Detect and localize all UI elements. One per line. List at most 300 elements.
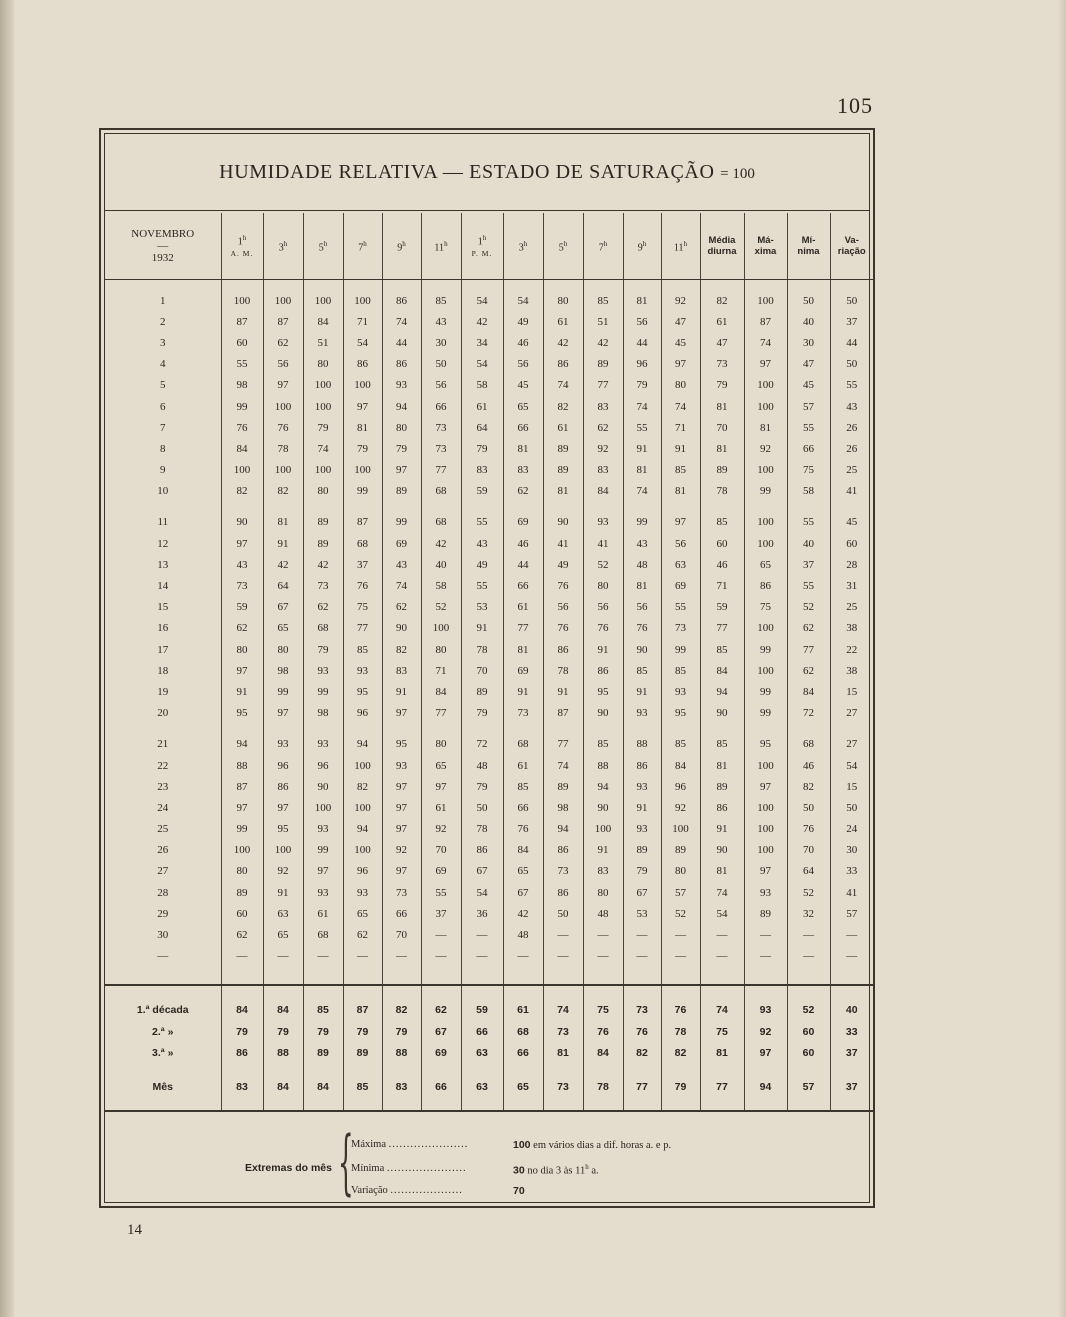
value-cell: 91 — [623, 438, 661, 459]
page-number: 105 — [837, 93, 873, 118]
spacer-cell — [830, 1064, 873, 1076]
spacer-cell — [503, 966, 543, 985]
row-label: 19 — [157, 685, 169, 698]
row-label: 3 — [160, 336, 166, 349]
value-cell: 92 — [583, 438, 623, 459]
hour-mark: h — [683, 239, 688, 248]
value-cell: 47 — [661, 311, 700, 332]
value-cell: 66 — [461, 1021, 503, 1043]
value-cell: 84 — [700, 660, 744, 681]
hour-label — [662, 239, 700, 253]
spacer-cell — [221, 1098, 263, 1111]
value-cell: 63 — [661, 554, 700, 575]
value-cell: 76 — [623, 618, 661, 639]
value-cell: 85 — [303, 1000, 343, 1022]
spacer-cell — [382, 966, 421, 985]
spacer-cell — [700, 280, 744, 291]
value-cell: 40 — [830, 1000, 873, 1022]
value-cell: 59 — [461, 481, 503, 502]
value-cell: 73 — [303, 575, 343, 596]
value-cell: — — [700, 946, 744, 966]
max-value-line — [513, 1139, 671, 1151]
value-cell: 56 — [661, 533, 700, 554]
decade-mean-row — [105, 1000, 873, 1022]
value-cell: 68 — [421, 512, 461, 533]
value-cell: 80 — [303, 481, 343, 502]
value-cell: 99 — [744, 703, 787, 724]
min-label: Mínima — [351, 1163, 385, 1174]
value-cell: 100 — [744, 533, 787, 554]
spacer-cell — [221, 724, 263, 734]
value-cell: 91 — [623, 681, 661, 702]
spacer-row — [105, 280, 873, 291]
value-cell: — — [343, 946, 382, 966]
value-cell: 54 — [503, 290, 543, 311]
value-cell: 25 — [830, 597, 873, 618]
value-cell: 78 — [263, 438, 303, 459]
spacer-cell — [787, 280, 830, 291]
value-cell: 57 — [787, 1076, 830, 1098]
value-cell: 86 — [543, 354, 583, 375]
value-cell: 49 — [461, 554, 503, 575]
value-cell: 42 — [461, 311, 503, 332]
value-cell: 96 — [343, 703, 382, 724]
value-cell: 90 — [221, 512, 263, 533]
hour-label — [264, 239, 303, 253]
value-cell: 52 — [661, 903, 700, 924]
value-cell: 46 — [787, 755, 830, 776]
hour-number: 9 — [637, 242, 643, 254]
row-label: 2.ª » — [152, 1025, 174, 1038]
value-cell: 89 — [543, 776, 583, 797]
spacer-cell — [303, 280, 343, 291]
value-cell: 53 — [623, 903, 661, 924]
spacer-cell — [303, 1064, 343, 1076]
value-cell: 93 — [623, 776, 661, 797]
value-cell: 56 — [263, 354, 303, 375]
value-cell: 45 — [830, 512, 873, 533]
value-cell: 93 — [303, 819, 343, 840]
hour-number: 1 — [237, 236, 243, 248]
value-cell: 84 — [221, 438, 263, 459]
value-cell: 82 — [382, 1000, 421, 1022]
value-cell: 27 — [830, 703, 873, 724]
value-cell: 87 — [221, 311, 263, 332]
hour-label — [544, 239, 583, 253]
spacer-cell — [830, 280, 873, 291]
value-cell: 91 — [583, 639, 623, 660]
spacer-cell — [503, 280, 543, 291]
value-cell: 62 — [787, 660, 830, 681]
spacer-cell — [303, 966, 343, 985]
hour-number: 7 — [598, 242, 604, 254]
value-cell: 92 — [421, 819, 461, 840]
value-cell: 97 — [221, 660, 263, 681]
value-cell: 91 — [661, 438, 700, 459]
value-cell: 76 — [583, 618, 623, 639]
row-label: 12 — [157, 537, 169, 550]
hour-mark: h — [283, 239, 288, 248]
value-cell: 65 — [263, 618, 303, 639]
value-cell: 75 — [700, 1021, 744, 1043]
value-cell: 100 — [744, 460, 787, 481]
spacer-cell — [744, 966, 787, 985]
value-cell: 50 — [787, 797, 830, 818]
extremes-title: Extremas do mês — [245, 1162, 332, 1174]
value-cell: 30 — [421, 332, 461, 353]
value-cell: 54 — [343, 332, 382, 353]
hour-label — [624, 239, 661, 253]
value-cell: 56 — [421, 375, 461, 396]
value-cell: 88 — [583, 755, 623, 776]
value-cell: 52 — [787, 1000, 830, 1022]
value-cell: 81 — [700, 755, 744, 776]
spacer-cell — [221, 1064, 263, 1076]
value-cell: 86 — [700, 797, 744, 818]
value-cell: 74 — [623, 396, 661, 417]
day-row — [105, 755, 873, 776]
day-row — [105, 311, 873, 332]
row-label: 17 — [157, 643, 169, 656]
value-cell: 89 — [303, 512, 343, 533]
spacer-cell — [744, 1064, 787, 1076]
value-cell: 85 — [700, 639, 744, 660]
value-cell: 80 — [221, 639, 263, 660]
value-cell: 48 — [503, 924, 543, 945]
month-header — [105, 213, 221, 280]
row-label: 3.ª » — [152, 1047, 174, 1060]
value-cell: 82 — [787, 776, 830, 797]
hour-number: 5 — [318, 242, 324, 254]
value-cell: 99 — [744, 481, 787, 502]
period-label: P. M. — [471, 248, 493, 258]
value-cell: 99 — [303, 840, 343, 861]
extreme-var-row — [351, 1185, 463, 1196]
value-cell: 22 — [830, 639, 873, 660]
value-cell: 59 — [461, 1000, 503, 1022]
value-cell: 97 — [744, 776, 787, 797]
spacer-cell — [105, 966, 221, 985]
value-cell: 80 — [661, 375, 700, 396]
value-cell: 78 — [700, 481, 744, 502]
value-cell: 99 — [303, 681, 343, 702]
day-row — [105, 396, 873, 417]
value-cell: 100 — [744, 819, 787, 840]
hour-label — [222, 233, 263, 247]
spacer-cell — [382, 1064, 421, 1076]
value-cell: 59 — [221, 597, 263, 618]
value-cell: 62 — [583, 417, 623, 438]
spacer-cell — [421, 724, 461, 734]
max-text: em vários dias a dif. horas a. e p. — [533, 1140, 672, 1151]
value-cell: 74 — [303, 438, 343, 459]
value-cell: 50 — [421, 354, 461, 375]
value-cell: 47 — [700, 332, 744, 353]
min-header-text: nima — [797, 246, 820, 257]
spacer-cell — [543, 1064, 583, 1076]
value-cell: 89 — [543, 438, 583, 459]
value-cell: 94 — [700, 681, 744, 702]
title-equals: = 100 — [720, 166, 755, 182]
spacer-cell — [744, 724, 787, 734]
value-cell: 70 — [787, 840, 830, 861]
hour-header — [661, 213, 700, 280]
value-cell: 15 — [830, 681, 873, 702]
value-cell: 42 — [503, 903, 543, 924]
spacer-cell — [461, 985, 503, 1000]
spacer-cell — [787, 1098, 830, 1111]
spacer-cell — [661, 502, 700, 512]
hour-number: 11 — [673, 242, 684, 254]
value-cell: 60 — [787, 1043, 830, 1065]
spacer-cell — [700, 502, 744, 512]
min-hour-mark: h — [585, 1163, 589, 1171]
value-cell: 61 — [503, 1000, 543, 1022]
value-cell: 52 — [421, 597, 461, 618]
value-cell: 30 — [830, 840, 873, 861]
value-cell: 45 — [661, 332, 700, 353]
value-cell: 100 — [303, 460, 343, 481]
value-cell: 79 — [461, 776, 503, 797]
value-cell: 67 — [461, 861, 503, 882]
hour-header — [503, 213, 543, 280]
value-cell: 69 — [421, 1043, 461, 1065]
spacer-cell — [382, 724, 421, 734]
value-cell: 94 — [543, 819, 583, 840]
value-cell: 81 — [661, 481, 700, 502]
min-tail: a. — [588, 1165, 599, 1177]
value-cell: 89 — [700, 460, 744, 481]
value-cell: 68 — [343, 533, 382, 554]
value-cell: 55 — [830, 375, 873, 396]
value-cell: 47 — [787, 354, 830, 375]
hour-number: 5 — [558, 242, 564, 254]
value-cell: 90 — [583, 703, 623, 724]
value-cell: 79 — [263, 1021, 303, 1043]
spacer-cell — [700, 985, 744, 1000]
min-header-text: Mí- — [801, 235, 816, 246]
value-cell: 74 — [382, 311, 421, 332]
hour-number: 3 — [518, 242, 524, 254]
value-cell: 85 — [583, 734, 623, 755]
spacer-cell — [583, 1098, 623, 1111]
value-cell: 68 — [303, 618, 343, 639]
value-cell: 70 — [382, 924, 421, 945]
value-cell: — — [583, 946, 623, 966]
value-cell: 37 — [787, 554, 830, 575]
value-cell: 65 — [263, 924, 303, 945]
spacer-cell — [461, 966, 503, 985]
value-cell: 91 — [503, 681, 543, 702]
value-cell: 89 — [543, 460, 583, 481]
spacer-cell — [343, 985, 382, 1000]
spacer-cell — [382, 280, 421, 291]
row-label: 8 — [160, 442, 166, 455]
spacer-cell — [830, 724, 873, 734]
value-cell: 88 — [382, 1043, 421, 1065]
value-cell: 56 — [503, 354, 543, 375]
value-cell: 55 — [787, 575, 830, 596]
spacer-cell — [543, 985, 583, 1000]
value-cell: 97 — [382, 819, 421, 840]
day-row — [105, 438, 873, 459]
spacer-cell — [221, 502, 263, 512]
value-cell: 85 — [661, 660, 700, 681]
value-cell: 79 — [700, 375, 744, 396]
row-label: 9 — [160, 464, 166, 477]
value-cell: 69 — [503, 660, 543, 681]
value-cell: 100 — [421, 618, 461, 639]
spacer-cell — [421, 966, 461, 985]
value-cell: 69 — [661, 575, 700, 596]
value-cell: 84 — [503, 840, 543, 861]
value-cell: 41 — [583, 533, 623, 554]
hour-mark: h — [323, 239, 328, 248]
hour-header — [343, 213, 382, 280]
spacer-cell — [623, 985, 661, 1000]
value-cell: 84 — [221, 1000, 263, 1022]
spacer-cell — [503, 985, 543, 1000]
day-row — [105, 460, 873, 481]
value-cell: 67 — [263, 597, 303, 618]
spacer-cell — [787, 1064, 830, 1076]
value-cell: 97 — [744, 1043, 787, 1065]
value-cell: 98 — [543, 797, 583, 818]
value-cell: 78 — [583, 1076, 623, 1098]
value-cell: 91 — [461, 618, 503, 639]
spacer-cell — [105, 502, 221, 512]
value-cell: 97 — [263, 703, 303, 724]
spacer-cell — [421, 280, 461, 291]
value-cell: 79 — [382, 1021, 421, 1043]
value-cell: 91 — [583, 840, 623, 861]
value-cell: 93 — [303, 734, 343, 755]
row-label: 1 — [160, 294, 166, 307]
value-cell: 91 — [543, 681, 583, 702]
value-cell: 92 — [661, 290, 700, 311]
day-row — [105, 797, 873, 818]
value-cell: 100 — [221, 460, 263, 481]
value-cell: 66 — [503, 417, 543, 438]
hour-label — [304, 239, 343, 253]
value-cell: 86 — [382, 290, 421, 311]
day-row — [105, 618, 873, 639]
value-cell: 67 — [503, 882, 543, 903]
summary-bottom-rule — [105, 1098, 873, 1111]
value-cell: 97 — [421, 776, 461, 797]
spacer-cell — [105, 1098, 221, 1111]
hour-header — [461, 213, 503, 280]
spacer-cell — [543, 280, 583, 291]
extreme-min-row — [351, 1163, 467, 1174]
value-cell: — — [543, 946, 583, 966]
row-label: Mês — [152, 1080, 173, 1093]
value-cell: 45 — [503, 375, 543, 396]
hour-label — [422, 239, 461, 253]
row-label: 7 — [160, 421, 166, 434]
value-cell: 41 — [830, 481, 873, 502]
value-cell: 38 — [830, 660, 873, 681]
value-cell: 42 — [263, 554, 303, 575]
value-cell: 84 — [303, 311, 343, 332]
row-label: 29 — [157, 907, 169, 920]
value-cell: 93 — [343, 882, 382, 903]
value-cell: 87 — [221, 776, 263, 797]
value-cell: 40 — [787, 533, 830, 554]
row-label: 26 — [157, 844, 169, 857]
spacer-cell — [503, 1064, 543, 1076]
hour-header — [623, 213, 661, 280]
value-cell: 93 — [303, 660, 343, 681]
spacer-cell — [382, 502, 421, 512]
day-row — [105, 375, 873, 396]
value-cell: 74 — [382, 575, 421, 596]
value-cell: 81 — [700, 1043, 744, 1065]
value-cell: 83 — [503, 460, 543, 481]
spacer-cell — [263, 1098, 303, 1111]
spacer-cell — [830, 502, 873, 512]
extreme-max-row — [351, 1139, 468, 1150]
spacer-cell — [343, 724, 382, 734]
value-cell: — — [583, 924, 623, 945]
row-label: 23 — [157, 780, 169, 793]
value-cell: 100 — [343, 290, 382, 311]
spacer-cell — [744, 1098, 787, 1111]
value-cell: 89 — [343, 1043, 382, 1065]
value-cell: 57 — [787, 396, 830, 417]
hour-header — [221, 213, 263, 280]
spacer-cell — [623, 502, 661, 512]
value-cell: 91 — [623, 797, 661, 818]
value-cell: 100 — [744, 755, 787, 776]
value-cell: 63 — [263, 903, 303, 924]
value-cell: 81 — [700, 396, 744, 417]
day-row — [105, 660, 873, 681]
value-cell: 99 — [744, 639, 787, 660]
value-cell: 62 — [221, 618, 263, 639]
day-row — [105, 290, 873, 311]
value-cell: 81 — [343, 417, 382, 438]
value-cell: 73 — [503, 703, 543, 724]
value-cell: 97 — [382, 797, 421, 818]
spacer-cell — [382, 1098, 421, 1111]
value-cell: 81 — [503, 438, 543, 459]
value-cell: 49 — [543, 554, 583, 575]
value-cell: 74 — [661, 396, 700, 417]
day-row — [105, 882, 873, 903]
hour-label — [344, 239, 382, 253]
value-cell: 24 — [830, 819, 873, 840]
title-text: HUMIDADE RELATIVA — ESTADO DE SATURAÇÃO — [219, 161, 715, 183]
row-label: 24 — [157, 801, 169, 814]
value-cell: 71 — [343, 311, 382, 332]
value-cell: 83 — [382, 660, 421, 681]
value-cell: 77 — [583, 375, 623, 396]
value-cell: 74 — [744, 332, 787, 353]
value-cell: 100 — [744, 797, 787, 818]
value-cell: 89 — [303, 1043, 343, 1065]
hour-header — [543, 213, 583, 280]
value-cell: 75 — [583, 1000, 623, 1022]
spacer-cell — [700, 966, 744, 985]
value-cell: 61 — [303, 903, 343, 924]
value-cell: 66 — [503, 575, 543, 596]
value-cell: 30 — [787, 332, 830, 353]
value-cell: 55 — [623, 417, 661, 438]
value-cell: 54 — [830, 755, 873, 776]
value-cell: 66 — [382, 903, 421, 924]
value-cell: 100 — [744, 660, 787, 681]
